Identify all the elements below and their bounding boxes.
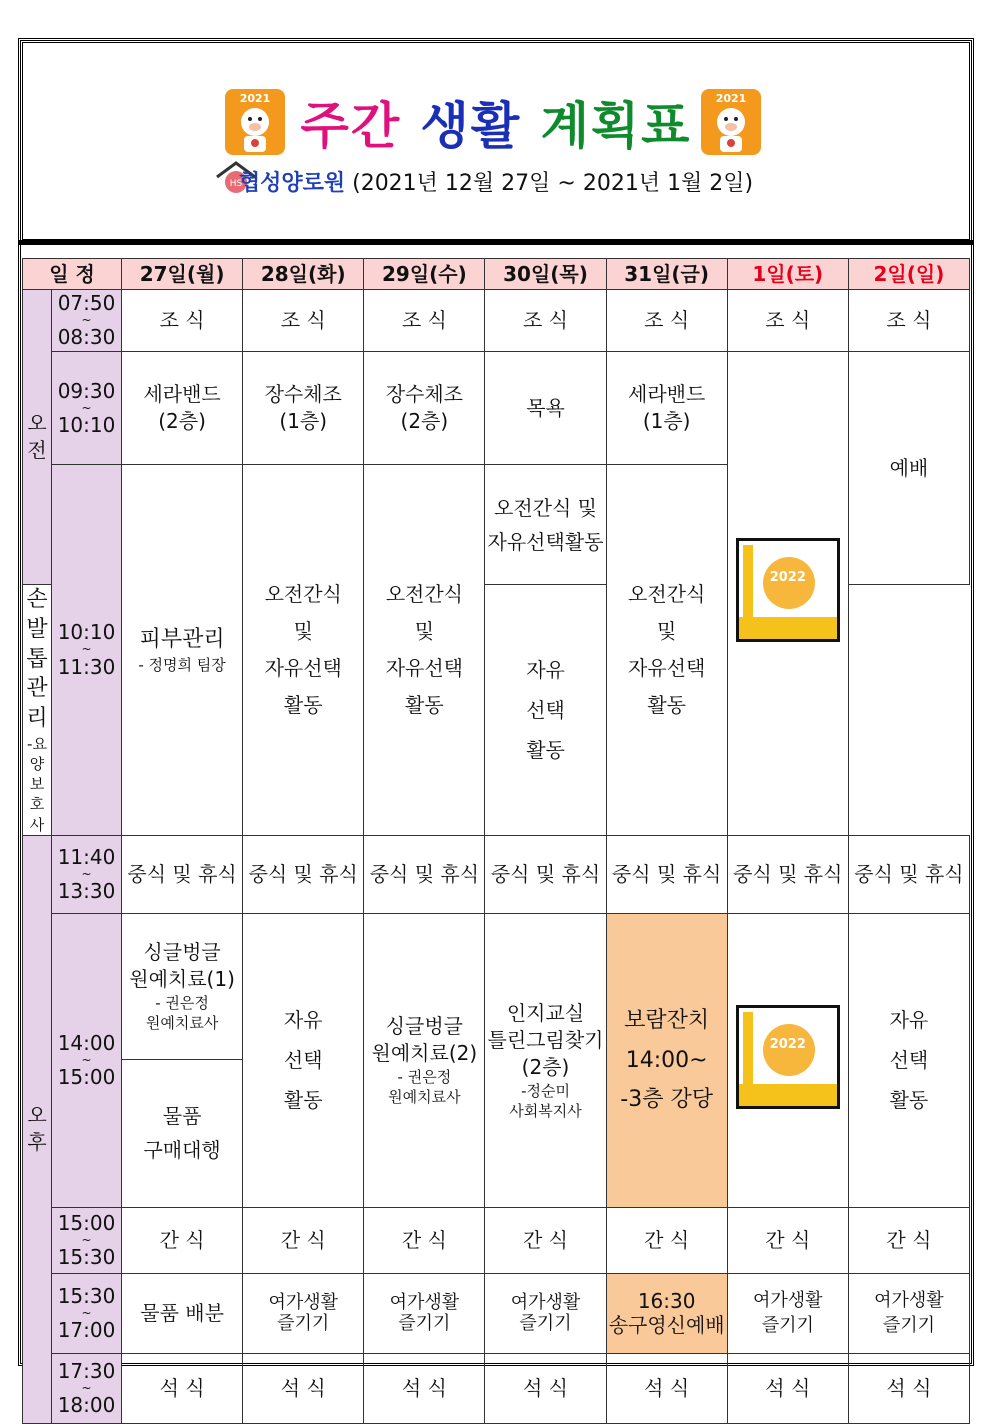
cell-dinner: 석 식 xyxy=(485,1353,606,1423)
period-pm: 오 후 xyxy=(23,835,52,1423)
title-part-2: 생활 xyxy=(420,97,522,155)
cell-snack: 간 식 xyxy=(485,1207,606,1273)
page-title xyxy=(0,86,992,158)
table-row xyxy=(23,913,970,1059)
subtitle xyxy=(0,166,992,197)
cell-lunch: 중식 및 휴식 xyxy=(848,835,969,913)
table-row xyxy=(23,1273,970,1353)
new-year-poster-cell xyxy=(727,913,848,1207)
cell-lunch: 중식 및 휴식 xyxy=(485,835,606,913)
day-header: 27일(월) xyxy=(122,259,243,290)
time-cell: 11:40 ~ 13:30 xyxy=(52,835,122,913)
header-divider xyxy=(18,240,974,245)
cell-activity: 인지교실 틀린그림찾기 (2층) -정순미 사회복지사 xyxy=(485,913,606,1207)
svg-text:HS: HS xyxy=(229,179,243,189)
cell-activity: 장수체조 (1층) xyxy=(243,352,364,465)
cell-activity: 오전간식 및 자유선택 활동 xyxy=(606,465,727,836)
time-cell: 17:30 ~ 18:00 xyxy=(52,1353,122,1423)
day-header: 31일(금) xyxy=(606,259,727,290)
new-year-poster-cell xyxy=(727,352,848,836)
date-range: (2021년 12월 27일 ~ 2021년 1월 2일) xyxy=(352,171,754,196)
table-row xyxy=(23,1353,970,1423)
cell-dinner: 석 식 xyxy=(848,1353,969,1423)
cell-breakfast: 조 식 xyxy=(364,290,485,352)
cell-snack: 간 식 xyxy=(364,1207,485,1273)
title-part-1: 주간 xyxy=(300,97,402,155)
cell-breakfast: 조 식 xyxy=(122,290,243,352)
schedule-table xyxy=(22,258,970,1424)
cell-activity: 자유 선택 활동 xyxy=(243,913,364,1207)
cell-activity: 오전간식 및 자유선택활동 xyxy=(485,465,606,585)
cell-activity: 물품 배분 xyxy=(122,1273,243,1353)
cell-activity: 세라밴드 (2층) xyxy=(122,352,243,465)
cell-lunch: 중식 및 휴식 xyxy=(243,835,364,913)
cell-lunch: 중식 및 휴식 xyxy=(364,835,485,913)
cell-activity: 자유 선택 활동 xyxy=(485,585,606,836)
cell-breakfast: 조 식 xyxy=(485,290,606,352)
cell-activity: 장수체조 (2층) xyxy=(364,352,485,465)
cell-event: 16:30 송구영신예배 xyxy=(606,1273,727,1353)
time-cell: 09:30 ~ 10:10 xyxy=(52,352,122,465)
cell-activity: 세라밴드 (1층) xyxy=(606,352,727,465)
new-year-poster-image: 2022 xyxy=(736,1005,840,1109)
cell-activity: 물품 구매대행 xyxy=(122,1059,243,1207)
time-cell: 07:50 ~ 08:30 xyxy=(52,290,122,352)
cell-breakfast: 조 식 xyxy=(848,290,969,352)
table-row xyxy=(23,835,970,913)
header-row xyxy=(23,259,970,290)
time-cell: 10:10 ~ 11:30 xyxy=(52,465,122,836)
cell-dinner: 석 식 xyxy=(727,1353,848,1423)
schedule-label: 일 정 xyxy=(23,259,122,290)
time-cell: 15:00 ~ 15:30 xyxy=(52,1207,122,1273)
table-row xyxy=(23,352,970,465)
svg-text:2021: 2021 xyxy=(715,92,747,105)
cell-activity: 여가생활 즐기기 xyxy=(848,1273,969,1353)
day-header: 2일(일) xyxy=(848,259,969,290)
new-year-poster-image: 2022 xyxy=(736,538,840,642)
cell-breakfast: 조 식 xyxy=(727,290,848,352)
cell-activity: 오전간식 및 자유선택 활동 xyxy=(243,465,364,836)
org-name: 협성양로원 xyxy=(238,171,346,196)
cell-activity: 여가생활 즐기기 xyxy=(485,1273,606,1353)
cell-activity: 여가생활 즐기기 xyxy=(727,1273,848,1353)
day-header: 1일(토) xyxy=(727,259,848,290)
cell-activity: 여가생활 즐기기 xyxy=(243,1273,364,1353)
cell-activity: 손발톱관리 -요양보호사 xyxy=(23,585,52,836)
table-row xyxy=(23,290,970,352)
cell-dinner: 석 식 xyxy=(364,1353,485,1423)
day-header: 30일(목) xyxy=(485,259,606,290)
cell-snack: 간 식 xyxy=(243,1207,364,1273)
period-am: 오 전 xyxy=(23,290,52,585)
time-cell: 14:00 ~ 15:00 xyxy=(52,913,122,1207)
time-cell: 15:30 ~ 17:00 xyxy=(52,1273,122,1353)
cell-activity: 여가생활 즐기기 xyxy=(364,1273,485,1353)
cell-activity: 싱글벙글 원예치료(2) - 권은정 원예치료사 xyxy=(364,913,485,1207)
cell-breakfast: 조 식 xyxy=(606,290,727,352)
cell-dinner: 석 식 xyxy=(122,1353,243,1423)
cell-lunch: 중식 및 휴식 xyxy=(606,835,727,913)
day-header: 28일(화) xyxy=(243,259,364,290)
cell-snack: 간 식 xyxy=(122,1207,243,1273)
cell-activity: 피부관리 - 정명희 팀장 xyxy=(122,465,243,836)
cell-dinner: 석 식 xyxy=(243,1353,364,1423)
day-header: 29일(수) xyxy=(364,259,485,290)
cell-snack: 간 식 xyxy=(727,1207,848,1273)
cell-snack: 간 식 xyxy=(606,1207,727,1273)
cell-activity: 예배 xyxy=(848,352,969,585)
cell-activity: 오전간식 및 자유선택 활동 xyxy=(364,465,485,836)
cell-lunch: 중식 및 휴식 xyxy=(727,835,848,913)
cell-lunch: 중식 및 휴식 xyxy=(122,835,243,913)
cell-activity: 싱글벙글 원예치료(1) - 권은정 원예치료사 xyxy=(122,913,243,1059)
cell-dinner: 석 식 xyxy=(606,1353,727,1423)
cell-activity: 목욕 xyxy=(485,352,606,465)
cell-snack: 간 식 xyxy=(848,1207,969,1273)
cell-activity: 자유 선택 활동 xyxy=(848,913,969,1207)
cell-breakfast: 조 식 xyxy=(243,290,364,352)
title-part-3: 계획표 xyxy=(540,97,692,155)
svg-text:2021: 2021 xyxy=(239,92,271,105)
table-row xyxy=(23,1207,970,1273)
cell-event: 보람잔치 14:00~ -3층 강당 xyxy=(606,913,727,1207)
